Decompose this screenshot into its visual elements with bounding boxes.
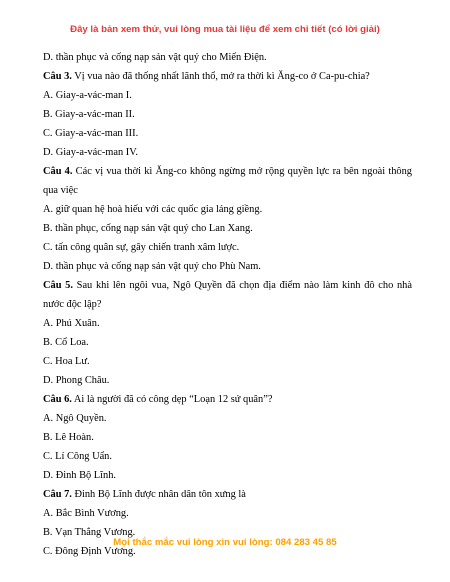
question-4 [43,162,412,200]
answer-option: A. Ngô Quyền. [43,413,107,424]
answer-option: A. giữ quan hệ hoà hiếu với các quốc gia láng giềng. [43,204,263,215]
contact-banner: Mọi thắc mắc vui lòng xin vui lòng: 084 283 45 85 [113,537,337,548]
document-content [43,48,412,561]
answer-option: B. Vạn Thắng Vương. [43,527,136,538]
question-text: Các vị vua thời kì Ăng-co không ngừng mở rộng quyền lực ra bên ngoài thông qua việc [43,166,413,196]
question-5 [43,276,412,314]
question-text: Vị vua nào đã thống nhất lãnh thổ, mở ra thời kì Ăng-co ở Ca-pu-chia? [71,71,370,82]
preview-banner: Đây là bản xem thử, vui lòng mua tài liệu để xem chi tiết (có lời giải) [70,24,380,35]
answer-option: B. thần phục, cống nạp sản vật quý cho Lan Xang. [43,223,253,234]
answer-option: D. Giay-a-vác-man IV. [43,147,139,158]
answer-option: D. thần phục và cống nạp sản vật quý cho Phù Nam. [43,261,261,272]
question-6 [43,390,412,409]
question-3 [43,67,412,86]
question-label: Câu 4. [43,166,73,177]
question-label: Câu 6. [43,394,72,405]
answer-option: C. tấn công quân sự, gây chiến tranh xâm lược. [43,242,240,253]
answer-option: A. Giay-a-vác-man I. [43,90,132,101]
question-label: Câu 7. [43,489,72,500]
question-7 [43,485,412,504]
answer-option: C. Hoa Lư. [43,356,90,367]
question-text: Sau khi lên ngôi vua, Ngô Quyền đã chọn địa điểm nào làm kinh đô cho nhà nước độc lập? [43,280,412,310]
answer-option: B. Giay-a-vác-man II. [43,109,135,120]
question-text: Ai là người đã có công dẹp “Loạn 12 sứ quân”? [71,394,273,405]
answer-option: D. Phong Châu. [43,375,110,386]
question-text: Đinh Bộ Lĩnh được nhân dân tôn xưng là [71,489,246,500]
answer-option: B. Lê Hoàn. [43,432,94,443]
answer-option: B. Cổ Loa. [43,337,89,348]
answer-option: D. thần phục và cống nạp sản vật quý cho Miến Điện. [43,52,267,63]
question-label: Câu 3. [43,71,72,82]
answer-option: D. Đinh Bộ Lĩnh. [43,470,117,481]
answer-option: A. Phú Xuân. [43,318,100,329]
answer-option: A. Bắc Bình Vương. [43,508,129,519]
question-label: Câu 5. [43,280,73,291]
answer-option: C. Lí Công Uẩn. [43,451,112,462]
answer-option: C. Giay-a-vác-man III. [43,128,139,139]
answer-option: C. Đông Định Vương. [43,546,136,557]
